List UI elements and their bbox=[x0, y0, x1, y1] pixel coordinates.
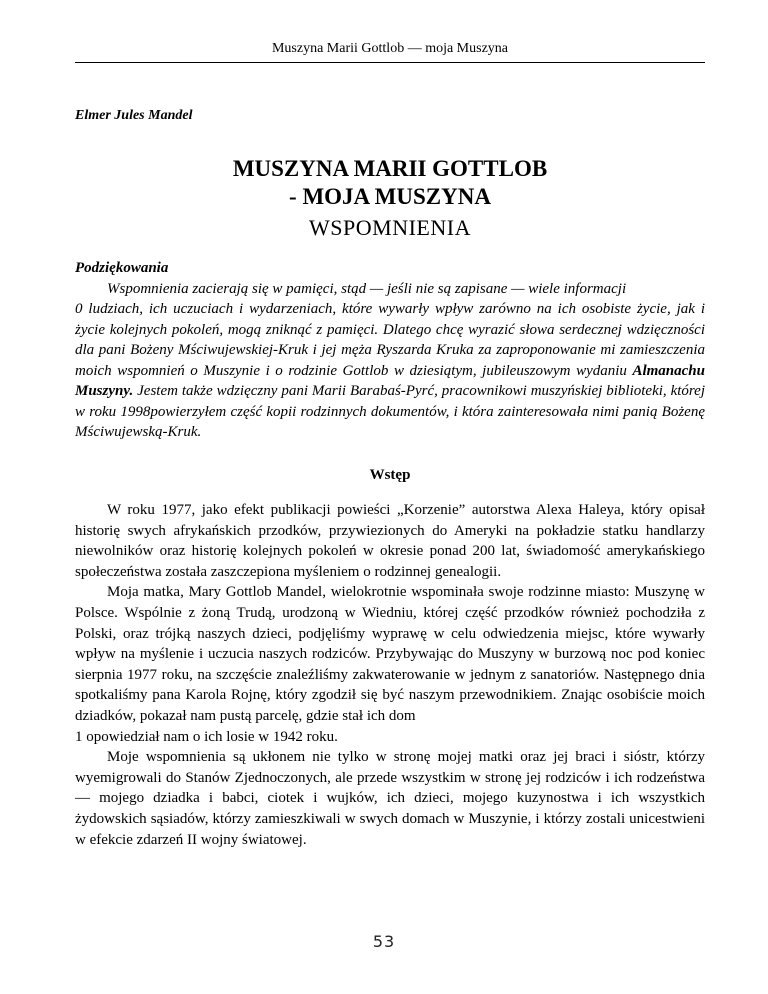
introduction-body bbox=[75, 500, 705, 850]
acknowledgements-text-2: Jestem także wdzięczny pani Marii Barabaś-Pyrć, pracownikowi muszyńskiej biblioteki, której w roku 1998powierzyłem część kopii rodzinnych dokumentów, i która zainteresowała nimi panią Bożenę Mściwujewską-Kruk. bbox=[75, 383, 705, 440]
acknowledgements-text-1: 0 ludziach, ich uczuciach i wydarzeniach, które wywarły wpływ zarówno na ich osobiste życie, jak i życie kolejnych pokoleń, mogą zniknąć z pamięci. Dlatego chcę wyrazić słowa serdecznej wdzięczności dla pani Bożeny Mściwujewskiej-Kruk i jej męża Ryszarda Kruka za zaproponowanie mi zamieszczenia moich wspomnień o Muszynie i o rodzinie Gottlob w dziesiątym, jubileuszowym wydaniu bbox=[75, 301, 705, 379]
acknowledgements-paragraph bbox=[75, 299, 705, 443]
paragraph-2-continuation: 1 opowiedział nam o ich losie w 1942 roku. bbox=[75, 728, 338, 745]
title-line-2: - MOJA MUSZYNA bbox=[289, 184, 491, 209]
running-head: Muszyna Marii Gottlob — moja Muszyna bbox=[271, 41, 509, 56]
acknowledgements-section bbox=[75, 258, 705, 443]
paragraph-1: W roku 1977, jako efekt publikacji powieści „Korzenie” autorstwa Alexa Haleya, który opisał historię swych afrykańskich przodków, przywiezionych do Ameryki na pokładzie statku handlarzy niewolników oraz historię kolejnych pokoleń w okresie ponad 200 lat, świadomość amerykańskiego społeczeństwa została zaszczepiona myśleniem o rodzinnej genealogii. bbox=[75, 502, 705, 580]
paragraph-2: Moja matka, Mary Gottlob Mandel, wielokrotnie wspominała swoje rodzinne miasto: Muszynę w Polsce. Wspólnie z żoną Trudą, urodzoną w Wiedniu, której część przodków również pochodziła z Polski, oraz trójką naszych dzieci, podjęliśmy wyprawę w celu odwiedzenia miejsc, które wywarły wpływ na myślenie i uczucia naszych rodziców. Przybywając do Muszyny w burzową noc pod koniec sierpnia 1977 roku, na szczęście znaleźliśmy zakwaterowanie w jednym z sanatoriów. Następnego dnia spotkaliśmy pana Karola Rojnę, który zgodził się być naszym przewodnikiem. Znając osobiście moich dziadków, pokazał nam pustą parcelę, gdzie stał ich dom bbox=[75, 584, 705, 724]
title-line-1: MUSZYNA MARII GOTTLOB bbox=[232, 156, 548, 181]
acknowledgements-heading: Podziękowania bbox=[75, 260, 169, 276]
author-name: Elmer Jules Mandel bbox=[75, 108, 193, 123]
page-number: 53 bbox=[372, 932, 396, 951]
header-rule bbox=[75, 62, 705, 63]
almanac-title: Almanachu Muszyny. bbox=[75, 362, 705, 399]
title-block bbox=[75, 155, 705, 245]
subtitle: WSPOMNIENIA bbox=[309, 215, 471, 240]
introduction-heading: Wstęp bbox=[369, 467, 411, 483]
acknowledgements-first-line: Wspomnienia zacierają się w pamięci, stąd — jeśli nie są zapisane — wiele informacji bbox=[107, 280, 627, 297]
paragraph-3: Moje wspomnienia są ukłonem nie tylko w stronę mojej matki oraz jej braci i sióstr, którzy wyemigrowali do Stanów Zjednoczonych, ale przede wszystkim w stronę jej rodziców i ich rodzeństwa — mojego dziadka i babci, ciotek i wujków, ich dzieci, mojego kuzynostwa i ich wszystkich żydowskich sąsiadów, którzy zamieszkiwali w swych domach w Muszynie, i którzy zostali unicestwieni w efekcie zdarzeń II wojny światowej. bbox=[75, 749, 705, 848]
